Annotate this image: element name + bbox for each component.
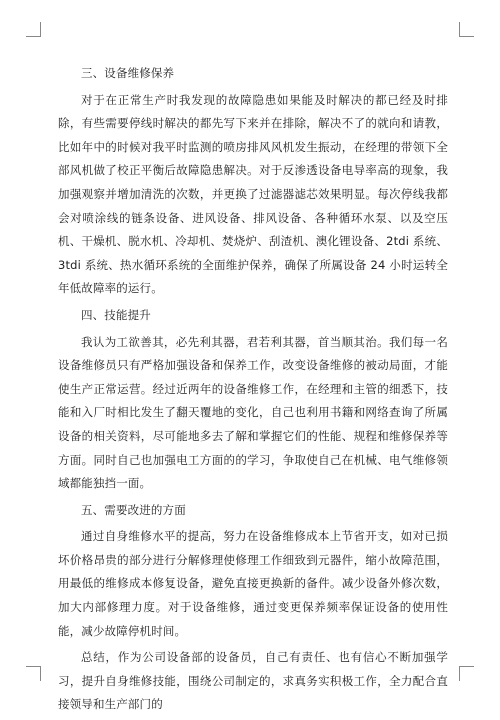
section-heading: 三、设备维修保养 (81, 66, 175, 80)
crop-mark-top-left (26, 22, 41, 37)
section-equipment-maintenance (58, 62, 448, 301)
paragraph: 总结，作为公司设备部的设备员，自己有责任、也有信心不断加强学习，提升自身维修技能，围绕公司制定的，求真务实积极工作，全力配合直接领导和生产部门的 (58, 650, 448, 712)
crop-mark-top-right (459, 22, 474, 37)
paragraph: 通过自身维修水平的提高，努力在设备维修成本上节省开支，如对已损坏价格昂贵的部分进行分解修理使修理工作细致到元器件，缩小故障范围，用最低的维修成本修复设备，避免直接更换新的备件。减少设备外修次数，加大内部修理力度。对于设备维修，通过变更保养频率保证设备的使用性能，减少故障停机时间。 (58, 529, 448, 638)
section-heading: 四、技能提升 (81, 307, 151, 322)
section-skill-improvement (58, 304, 448, 496)
document-body (58, 62, 448, 720)
crop-mark-bottom-right (459, 666, 474, 681)
paragraph: 我认为工欲善其，必先利其器，君若利其器，首当顺其治。我们每一名设备维修员只有严格加强设备和保养工作，改变设备维修的被动局面，才能使生产正常运营。经过近两年的设备维修工作，在经理和主管的细悉下，技能和入厂时相比发生了翻天覆地的变化，自己也利用书籍和网络查询了所属设备的相关资料，尽可能地多去了解和掌握它们的性能、规程和维修保养等方面。同时自己也加强电工方面的的学习，争取使自己在机械、电气维修领域都能独挡一面。 (58, 334, 448, 491)
section-heading: 五、需要改进的方面 (81, 502, 186, 517)
crop-mark-bottom-left (26, 666, 41, 681)
paragraph: 对于在正常生产时我发现的故障隐患如果能及时解决的都已经及时排除，有些需要停线时解决的都先写下来并在排除，解决不了的就向和请教，比如年中的时候对我平时监测的喷房排风风机发生振动，在经理的带领下全部风机做了校正平衡后故障隐患解决。对于反渗透设备电导率高的现象，我加强观察并增加清洗的次数，并更换了过滤器滤芯效果明显。每次停线我都会对喷涂线的链条设备、进风设备、排风设备、各种循环水泵、以及空压机、干燥机、脱水机、冷却机、焚烧炉、刮渣机、澳化锂设备、2tdi 系统、 3tdi 系统、热水循环系统的全面维护保养，确保了所属设备 24 小时运转全年低故障率的运行。 (58, 92, 448, 296)
section-improvements-needed (58, 499, 448, 717)
